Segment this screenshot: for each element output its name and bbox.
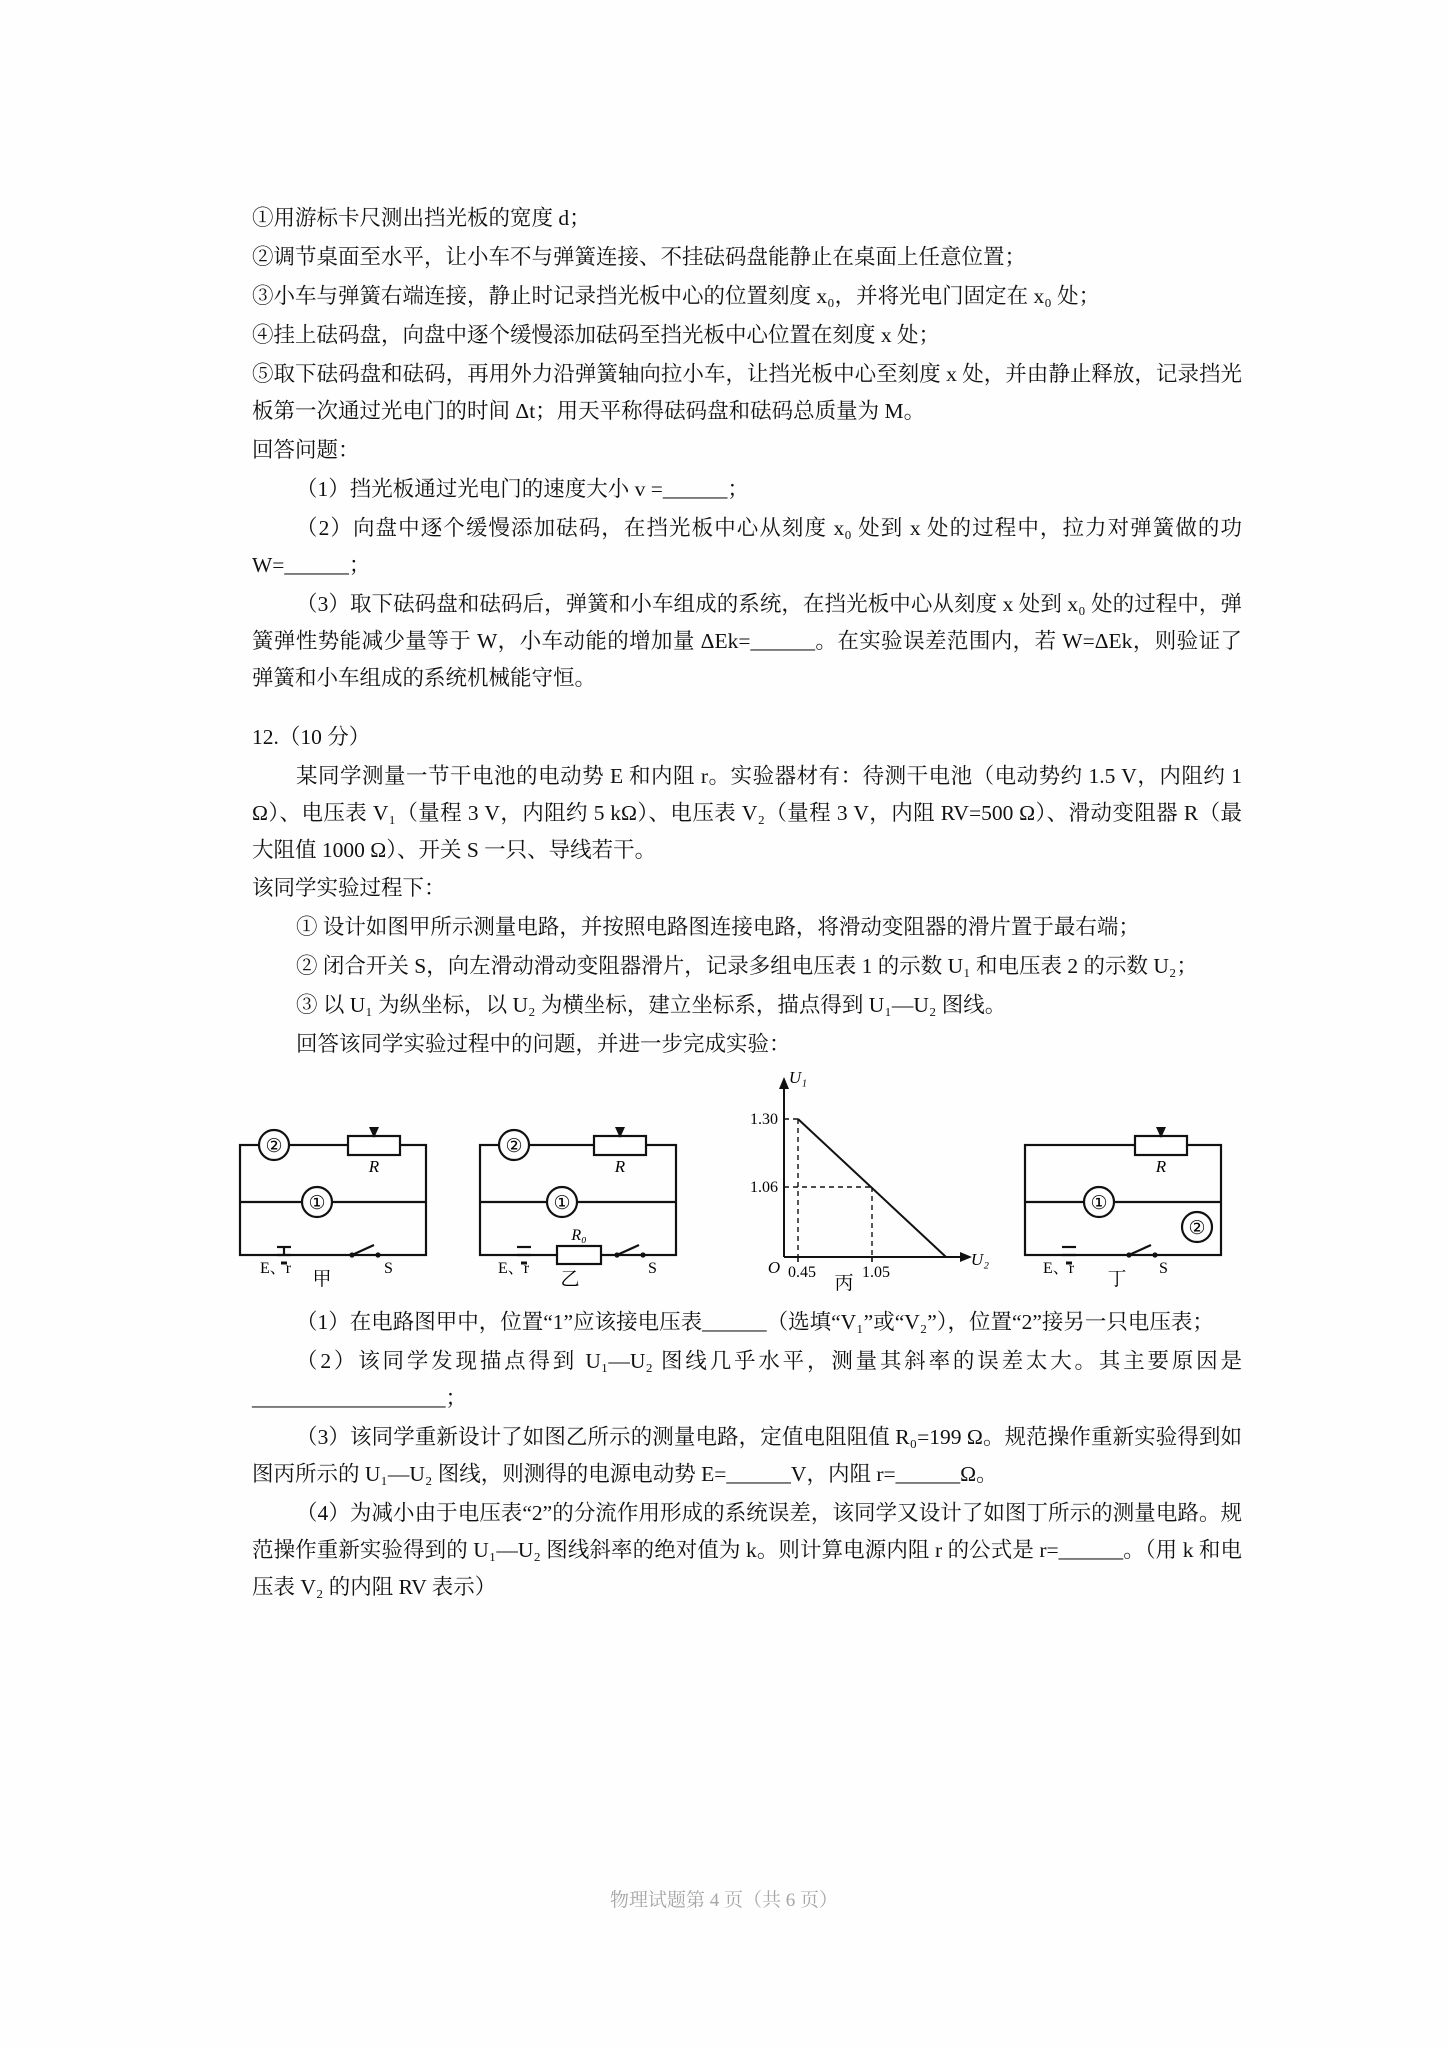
step-2: ②调节桌面至水平，让小车不与弹簧连接、不挂砝码盘能静止在桌面上任意位置； bbox=[252, 244, 1027, 269]
figure-ding-meter1: ① bbox=[1090, 1193, 1108, 1215]
figure-jia-source: E、r bbox=[260, 1260, 292, 1278]
chart-ylabel: U₁ bbox=[788, 1068, 808, 1088]
figure-yi-label: 乙 bbox=[560, 1269, 580, 1291]
chart-ytick-0: 1.30 bbox=[750, 1111, 778, 1129]
figure-jia bbox=[222, 1127, 452, 1292]
figure-yi-resistor: R bbox=[614, 1157, 626, 1177]
q12-question-2: （2）该同学发现描点得到 U₁—U₂ 图线几乎水平，测量其斜率的误差太大。其主要原因是__________________； bbox=[252, 1349, 1242, 1411]
chart-origin: O bbox=[767, 1258, 781, 1278]
figure-yi-meter2: ① bbox=[553, 1193, 571, 1215]
figure-ding-meter2: ② bbox=[1188, 1218, 1206, 1240]
step-5: ⑤取下砝码盘和砝码，再用外力沿弹簧轴向拉小车，让挡光板中心至刻度 x 处，并由静止释放，记录挡光板第一次通过光电门的时间 Δt；用天平称得砝码盘和砝码总质量为 M。 bbox=[252, 361, 1242, 423]
step-3: ③小车与弹簧右端连接，静止时记录挡光板中心的位置刻度 x₀，并将光电门固定在 x₀ 处； bbox=[252, 283, 1101, 308]
q12-question-3: （3）该同学重新设计了如图乙所示的测量电路，定值电阻阻值 R₀=199 Ω。规范操作重新实验得到如图丙所示的 U₁—U₂ 图线，则测得的电源电动势 E=______V，内阻 r=______Ω。 bbox=[252, 1425, 1242, 1487]
figure-bing-chart bbox=[692, 1067, 1002, 1297]
q11-item-3: （3）取下砝码盘和砝码后，弹簧和小车组成的系统，在挡光板中心从刻度 x 处到 x₀ 处的过程中，弹簧弹性势能减少量等于 W，小车动能的增加量 ΔEk=______。在实验误差范围内，若 W=ΔEk，则验证了弹簧和小车组成的系统机械能守恒。 bbox=[252, 591, 1242, 690]
page-content bbox=[252, 200, 1242, 1608]
figure-jia-resistor: R bbox=[368, 1157, 380, 1177]
page-footer: 物理试题第 4 页（共 6 页） bbox=[609, 1890, 838, 1911]
figure-ding-source: E、r bbox=[1043, 1260, 1075, 1278]
figure-ding-resistor: R bbox=[1155, 1157, 1167, 1177]
q12-sub-prompt: 回答该同学实验过程中的问题，并进一步完成实验： bbox=[296, 1032, 791, 1057]
figure-jia-meter1: ② bbox=[265, 1136, 283, 1158]
figure-row bbox=[252, 1068, 1242, 1295]
figure-jia-meter2: ① bbox=[308, 1193, 326, 1215]
step-4: ④挂上砝码盘，向盘中逐个缓慢添加砝码至挡光板中心位置在刻度 x 处； bbox=[252, 322, 941, 347]
q12-process-label: 该同学实验过程下： bbox=[252, 876, 446, 901]
figure-yi-source: E、r bbox=[498, 1260, 530, 1278]
figure-jia-switch: S bbox=[384, 1260, 393, 1278]
q12-process-1: ① 设计如图甲所示测量电路，并按照电路图连接电路，将滑动变阻器的滑片置于最右端； bbox=[296, 915, 1140, 940]
q12-number: 12.（10 分） bbox=[252, 724, 371, 749]
figure-yi-meter1: ② bbox=[505, 1136, 523, 1158]
q12-question-4: （4）为减小由于电压表“2”的分流作用形成的系统误差，该同学又设计了如图丁所示的测量电路。规范操作重新实验得到的 U₁—U₂ 图线斜率的绝对值为 k。则计算电源内阻 r 的公式是 r=______。（用 k 和电压表 V₂ 的内阻 RV 表示） bbox=[252, 1501, 1242, 1600]
figure-ding bbox=[1007, 1127, 1257, 1292]
q12-process-3: ③ 以 U₁ 为纵坐标，以 U₂ 为横坐标，建立坐标系，描点得到 U₁—U₂ 图线。 bbox=[296, 993, 1007, 1018]
figure-yi-switch: S bbox=[648, 1260, 657, 1278]
chart-ytick-1: 1.06 bbox=[750, 1179, 778, 1197]
q11-item-2: （2）向盘中逐个缓慢添加砝码，在挡光板中心从刻度 x₀ 处到 x 处的过程中，拉力对弹簧做的功 W=______； bbox=[252, 515, 1242, 577]
chart-xlabel: U₂ bbox=[970, 1250, 990, 1270]
chart-xtick-1: 1.05 bbox=[862, 1264, 890, 1282]
figure-yi bbox=[462, 1127, 707, 1292]
figure-jia-label: 甲 bbox=[312, 1269, 332, 1291]
step-1: ①用游标卡尺测出挡光板的宽度 d； bbox=[252, 206, 591, 230]
q12-process-2: ② 闭合开关 S，向左滑动滑动变阻器滑片，记录多组电压表 1 的示数 U₁ 和电压表 2 的示数 U₂； bbox=[296, 954, 1198, 979]
figure-bing-label: 丙 bbox=[834, 1273, 854, 1295]
answer-prompt: 回答问题： bbox=[252, 437, 360, 462]
q12-intro: 某同学测量一节干电池的电动势 E 和内阻 r。实验器材有：待测干电池（电动势约 1.5 V，内阻约 1 Ω）、电压表 V₁（量程 3 V，内阻约 5 kΩ）、电压表 V₂（量程 3 V，内阻 RV=500 Ω）、滑动变阻器 R（最大阻值 1000 Ω）、开关 S 一只、导线若干。 bbox=[252, 763, 1242, 862]
q12-question-1: （1）在电路图甲中，位置“1”应该接电压表______（选填“V₁”或“V₂”），位置“2”接另一只电压表； bbox=[296, 1310, 1214, 1335]
figure-ding-switch: S bbox=[1159, 1260, 1168, 1278]
q11-item-1: （1）挡光板通过光电门的速度大小 v =______； bbox=[296, 476, 749, 501]
chart-xtick-0: 0.45 bbox=[788, 1264, 816, 1282]
figure-ding-label: 丁 bbox=[1107, 1269, 1127, 1291]
figure-yi-r0: R₀ bbox=[571, 1227, 587, 1245]
